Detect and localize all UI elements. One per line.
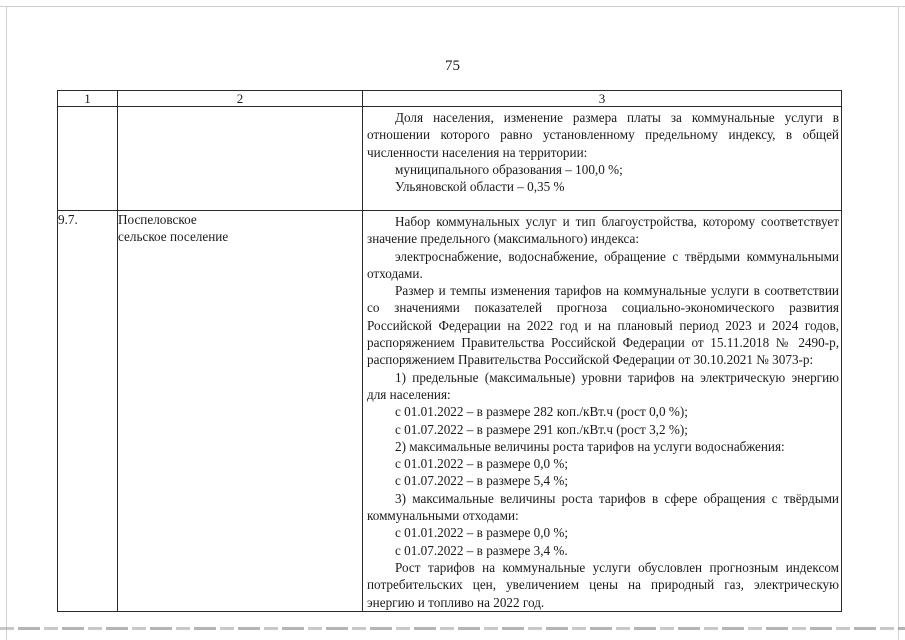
text-paragraph: с 01.01.2022 – в размере 282 коп./кВт.ч (рост 0,0 %); <box>395 404 688 420</box>
row-number: 9.7. <box>58 211 118 612</box>
text-paragraph: с 01.07.2022 – в размере 291 коп./кВт.ч (рост 3,2 %); <box>395 421 688 437</box>
text-paragraph: Рост тарифов на коммунальные услуги обусловлен прогнозным индексом потребительских цен, увеличением цены на природный газ, электрическую энергию и топливо на 2022 год. <box>367 559 839 610</box>
scan-border-bottom <box>0 627 905 630</box>
text-paragraph: с 01.07.2022 – в размере 3,4 %. <box>395 542 568 558</box>
scan-border-right <box>898 6 899 640</box>
scan-border-top <box>0 6 905 7</box>
continuation-row <box>58 107 842 211</box>
continuation-number-cell <box>58 107 118 211</box>
continuation-text-cell <box>363 107 842 211</box>
settlement-name-line-2: сельское поселение <box>118 229 229 245</box>
table-header-row <box>58 91 842 107</box>
scan-border-left <box>6 6 7 640</box>
continuation-name-cell <box>118 107 363 211</box>
text-paragraph: электроснабжение, водоснабжение, обращение с твёрдыми коммунальными отходами. <box>367 248 839 281</box>
text-paragraph: Набор коммунальных услуг и тип благоустройства, которому соответствует значение предельного (максимального) индекса: <box>367 214 839 247</box>
text-paragraph: 3) максимальные величины роста тарифов в сфере обращения с твёрдыми коммунальными отходами: <box>367 490 839 524</box>
text-paragraph: Размер и темпы изменения тарифов на коммунальные услуги в соответствии со значениями показателей прогноза социально-экономического развития Российской Федерации на 2022 год и на плановый период 2023 и 2024 годов, распоряжением Правительства Российской Федерации от 15.11.2018 № 2490-р, распоряжением Правительства Российской Федерации от 30.10.2021 № 3073-р: <box>367 283 839 368</box>
continuation-text <box>363 107 841 195</box>
document-table <box>57 90 842 612</box>
text-paragraph: Ульяновской области – 0,35 % <box>395 179 565 195</box>
column-header-3: 3 <box>363 91 842 107</box>
text-paragraph: 2) максимальные величины роста тарифов на услуги водоснабжения: <box>395 438 785 454</box>
settlement-name-cell <box>118 211 363 612</box>
settlement-name-line-1: Поспеловское <box>118 212 197 227</box>
text-paragraph: с 01.01.2022 – в размере 0,0 %; <box>395 525 569 541</box>
column-header-2: 2 <box>118 91 363 107</box>
table-row <box>58 211 842 612</box>
text-paragraph: муниципального образования – 100,0 %; <box>395 161 623 177</box>
text-paragraph: 1) предельные (максимальные) уровни тарифов на электрическую энергию для населения: <box>367 369 839 402</box>
tariff-description-cell <box>363 211 842 612</box>
text-paragraph: с 01.01.2022 – в размере 0,0 %; <box>395 456 569 472</box>
column-header-1: 1 <box>58 91 118 107</box>
page-number: 75 <box>445 58 460 74</box>
text-paragraph: с 01.07.2022 – в размере 5,4 %; <box>395 473 569 489</box>
text-paragraph: Доля населения, изменение размера платы за коммунальные услуги в отношении которого равно установленному предельному индексу, в общей численности населения на территории: <box>367 110 839 160</box>
tariff-description <box>363 211 841 611</box>
